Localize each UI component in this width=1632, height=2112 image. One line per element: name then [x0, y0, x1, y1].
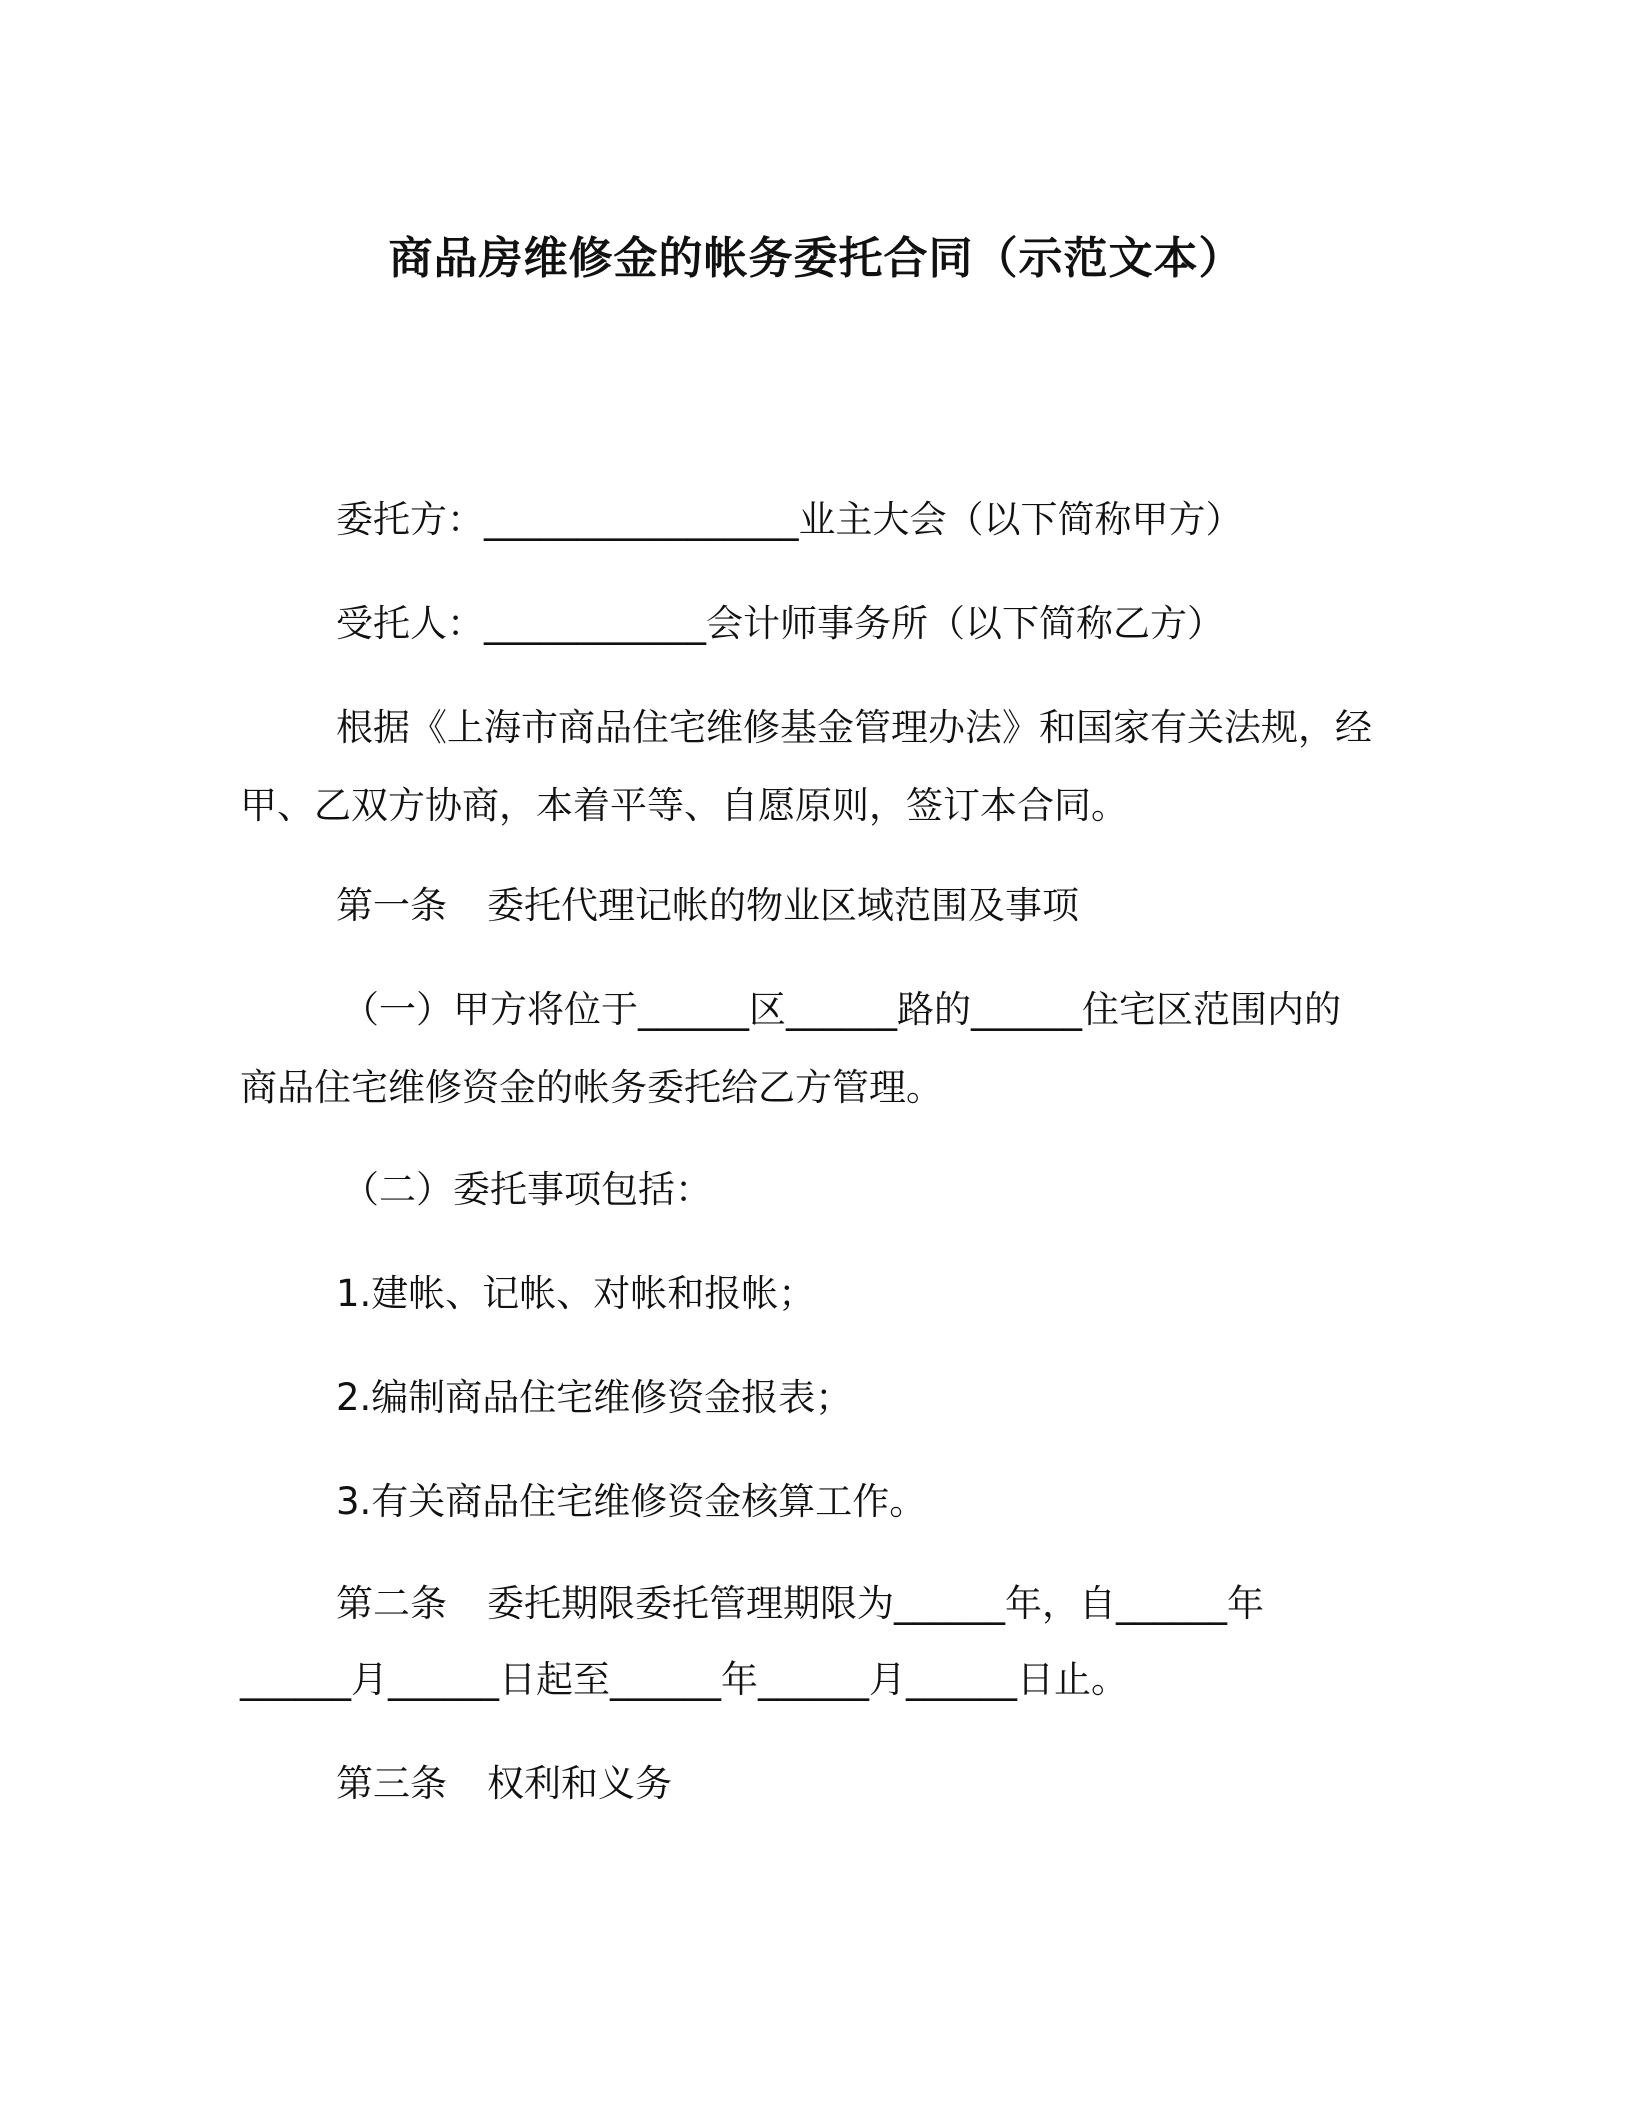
- article-3-line: [336, 1760, 672, 1808]
- item-3: 3.有关商品住宅维修资金核算工作。: [336, 1480, 927, 1523]
- preamble-line-2: 甲、乙双方协商，本着平等、自愿原则，签订本合同。: [240, 784, 1128, 827]
- clause-2-line: （二）委托事项包括：: [342, 1168, 712, 1211]
- article-1-line: [336, 882, 1079, 930]
- article-2-heading: 第二条: [336, 1582, 447, 1625]
- item-2: 2.编制商品住宅维修资金报表；: [336, 1376, 853, 1419]
- principal-line: 委托方：_________________业主大会（以下简称甲方）: [336, 498, 1243, 541]
- clause-1-line-1: （一）甲方将位于______区______路的______住宅区范围内的: [342, 988, 1341, 1031]
- article-2-line-2: ______月______日起至______年______月______日止。: [240, 1658, 1128, 1701]
- preamble-line-1: 根据《上海市商品住宅维修基金管理办法》和国家有关法规，经: [336, 706, 1372, 749]
- clause-1-line-2: 商品住宅维修资金的帐务委托给乙方管理。: [240, 1066, 943, 1109]
- article-1-heading: 第一条: [336, 884, 447, 927]
- article-3-heading: 第三条: [336, 1762, 447, 1805]
- document-title: 商品房维修金的帐务委托合同（示范文本）: [388, 233, 1244, 284]
- article-2-line-1: [336, 1580, 1264, 1628]
- article-2-text: 委托期限委托管理期限为______年，自______年: [487, 1582, 1264, 1625]
- article-3-title: 权利和义务: [487, 1762, 672, 1805]
- agent-line: 受托人：____________会计师事务所（以下简称乙方）: [336, 602, 1224, 645]
- item-1: 1.建帐、记帐、对帐和报帐；: [336, 1272, 816, 1315]
- article-1-title: 委托代理记帐的物业区域范围及事项: [487, 884, 1079, 927]
